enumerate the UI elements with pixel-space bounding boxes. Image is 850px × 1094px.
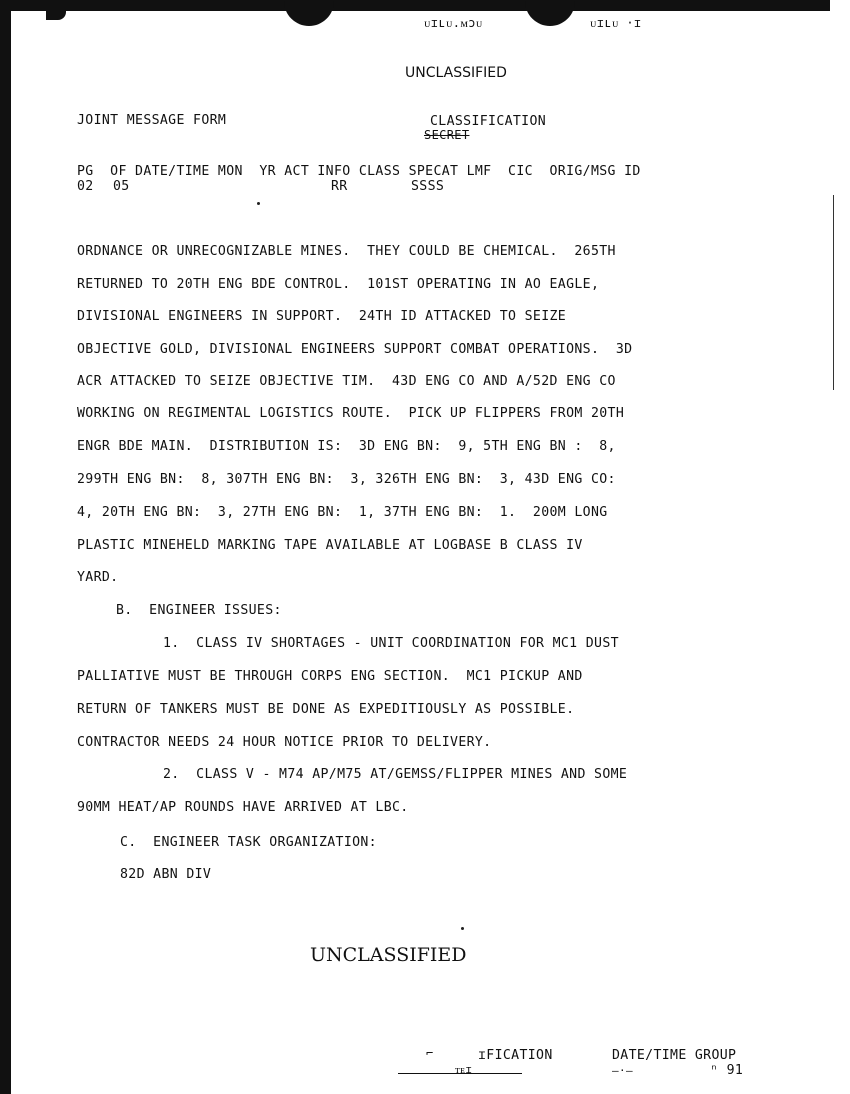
body-line: OBJECTIVE GOLD, DIVISIONAL ENGINEERS SUPPORT COMBAT OPERATIONS. 3D	[77, 342, 633, 357]
body-line: 299TH ENG BN: 8, 307TH ENG BN: 3, 326TH ENG BN: 3, 43D ENG CO:	[77, 472, 616, 487]
field-act: RR	[331, 179, 348, 194]
scan-left-border	[0, 0, 11, 1094]
section-c-heading: C. ENGINEER TASK ORGANIZATION:	[120, 835, 377, 850]
classification-bottom: UNCLASSIFIED	[310, 944, 467, 966]
item-1-line: CONTRACTOR NEEDS 24 HOUR NOTICE PRIOR TO DELIVERY.	[77, 735, 492, 750]
body-line: 4, 20TH ENG BN: 3, 27TH ENG BN: 1, 37TH ENG BN: 1. 200M LONG	[77, 505, 608, 520]
body-line: ENGR BDE MAIN. DISTRIBUTION IS: 3D ENG BN: 9, 5TH ENG BN : 8,	[77, 439, 616, 454]
field-pg: 02	[77, 179, 94, 194]
punch-hole-right	[525, 0, 575, 26]
classification-label: CLASSIFICATION	[430, 114, 547, 129]
footer-mark: ⌐	[426, 1046, 434, 1060]
unit-designation: 82D ABN DIV	[120, 867, 212, 882]
scan-top-border	[0, 0, 830, 11]
body-line: RETURNED TO 20TH ENG BDE CONTROL. 101ST OPERATING IN AO EAGLE,	[77, 277, 600, 292]
footer-classification-fragment: ɪFICATION	[478, 1048, 553, 1063]
footer-dtg-fragment-left: –·–	[612, 1064, 633, 1077]
body-line: PLASTIC MINEHELD MARKING TAPE AVAILABLE AT LOGBASE B CLASS IV	[77, 538, 583, 553]
body-line: WORKING ON REGIMENTAL LOGISTICS ROUTE. PICK UP FLIPPERS FROM 20TH	[77, 406, 625, 421]
body-line: DIVISIONAL ENGINEERS IN SUPPORT. 24TH ID ATTACKED TO SEIZE	[77, 309, 567, 324]
speck	[257, 202, 260, 205]
body-line: YARD.	[77, 570, 119, 585]
speck	[461, 927, 464, 930]
item-1-line: RETURN OF TANKERS MUST BE DONE AS EXPEDITIOUSLY AS POSSIBLE.	[77, 702, 575, 717]
side-margin-rule	[833, 195, 834, 390]
section-b-heading: B. ENGINEER ISSUES:	[116, 603, 282, 618]
body-line: ORDNANCE OR UNRECOGNIZABLE MINES. THEY COULD BE CHEMICAL. 265TH	[77, 244, 616, 259]
item-2-line: 2. CLASS V - M74 AP/M75 AT/GEMSS/FLIPPER MINES AND SOME	[163, 767, 628, 782]
footer-classification-value: ᴛᴇɪ	[455, 1063, 473, 1076]
scan-top-tick	[46, 11, 66, 20]
body-line: ACR ATTACKED TO SEIZE OBJECTIVE TIM. 43D ENG CO AND A/52D ENG CO	[77, 374, 616, 389]
item-2-line: 90MM HEAT/AP ROUNDS HAVE ARRIVED AT LBC.	[77, 800, 409, 815]
item-1-line: 1. CLASS IV SHORTAGES - UNIT COORDINATION FOR MC1 DUST	[163, 636, 619, 651]
header-fragment-left: ᴜɪʟᴜ.ᴍɔᴜ	[424, 16, 483, 30]
field-of: 05	[113, 179, 130, 194]
punch-hole-left	[284, 0, 334, 26]
form-title: JOINT MESSAGE FORM	[77, 113, 227, 128]
footer-dtg-fragment-right: ⁿ 91	[710, 1063, 744, 1078]
field-header-row: PG OF DATE/TIME MON YR ACT INFO CLASS SPECAT LMF CIC ORIG/MSG ID	[77, 164, 641, 179]
footer-dtg-label: DATE/TIME GROUP	[612, 1048, 737, 1063]
field-class: SSSS	[411, 179, 445, 194]
classification-top: UNCLASSIFIED	[405, 65, 507, 81]
header-fragment-right: ᴜɪʟᴜ ·ɪ	[590, 16, 642, 30]
classification-value-struck: SECRET	[424, 128, 470, 142]
item-1-line: PALLIATIVE MUST BE THROUGH CORPS ENG SECTION. MC1 PICKUP AND	[77, 669, 583, 684]
